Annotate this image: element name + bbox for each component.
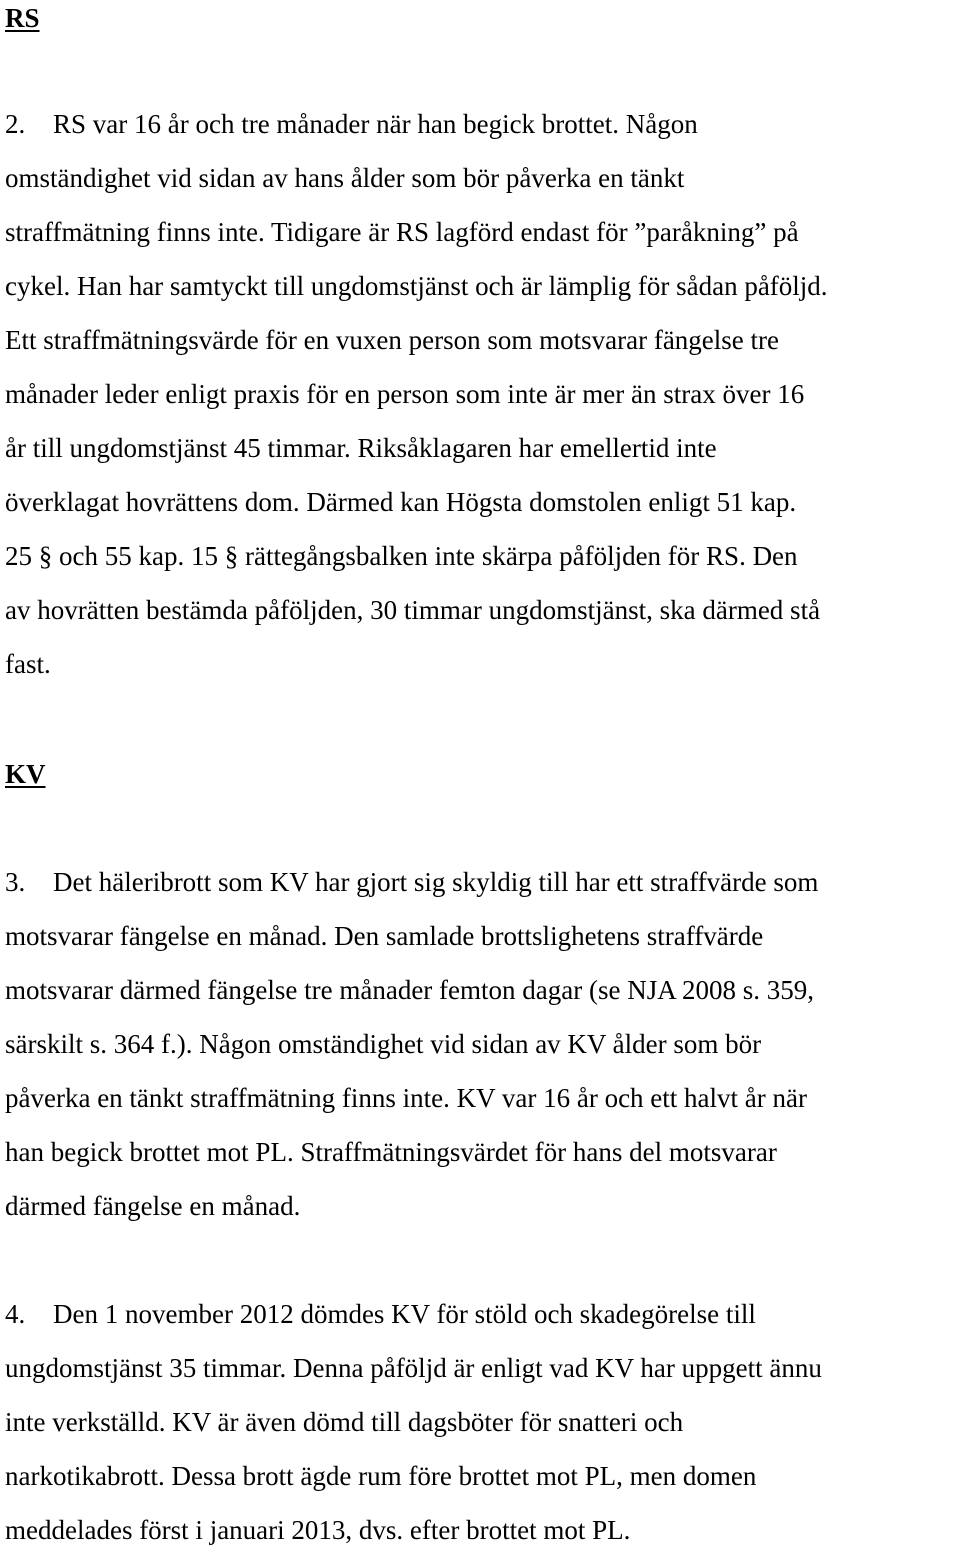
section-heading-kv: KV (5, 759, 46, 789)
paragraph-2-text (5, 97, 950, 691)
paragraph-3-text (5, 855, 950, 1233)
paragraph-line (5, 97, 950, 151)
paragraph-line: meddelades först i januari 2013, dvs. efter brottet mot PL. (5, 1515, 631, 1545)
paragraph-3 (5, 855, 950, 1233)
paragraph-line: fast. (5, 649, 51, 679)
paragraph-number: 3. (5, 867, 26, 897)
paragraph-line: cykel. Han har samtyckt till ungdomstjänst och är lämplig för sådan påföljd. (5, 271, 828, 301)
paragraph-line: 25 § och 55 kap. 15 § rättegångsbalken inte skärpa påföljden för RS. Den (5, 541, 798, 571)
paragraph-line: motsvarar fängelse en månad. Den samlade brottslighetens straffvärde (5, 921, 764, 951)
paragraph-line (5, 1287, 950, 1341)
paragraph-4 (5, 1287, 950, 1557)
paragraph-line (5, 855, 950, 909)
paragraph-line: månader leder enligt praxis för en person som inte är mer än strax över 16 (5, 379, 805, 409)
paragraph-line: narkotikabrott. Dessa brott ägde rum före brottet mot PL, men domen (5, 1461, 757, 1491)
paragraph-line: särskilt s. 364 f.). Någon omständighet vid sidan av KV ålder som bör (5, 1029, 762, 1059)
paragraph-number: 4. (5, 1299, 26, 1329)
paragraph-line-text: Det häleribrott som KV har gjort sig skyldig till har ett straffvärde som (53, 867, 819, 897)
paragraph-line: påverka en tänkt straffmätning finns inte. KV var 16 år och ett halvt år när (5, 1083, 807, 1113)
paragraph-line: han begick brottet mot PL. Straffmätningsvärdet för hans del motsvarar (5, 1137, 777, 1167)
section-kv (5, 756, 46, 792)
paragraph-line: straffmätning finns inte. Tidigare är RS lagförd endast för ”paråkning” på (5, 217, 799, 247)
paragraph-line-text: RS var 16 år och tre månader när han begick brottet. Någon (53, 109, 698, 139)
paragraph-line: inte verkställd. KV är även dömd till dagsböter för snatteri och (5, 1407, 684, 1437)
paragraph-line: därmed fängelse en månad. (5, 1191, 301, 1221)
paragraph-line: överklagat hovrättens dom. Därmed kan Högsta domstolen enligt 51 kap. (5, 487, 797, 517)
paragraph-line: omständighet vid sidan av hans ålder som bör påverka en tänkt (5, 163, 685, 193)
paragraph-2 (5, 97, 950, 691)
paragraph-line: Ett straffmätningsvärde för en vuxen person som motsvarar fängelse tre (5, 325, 780, 355)
paragraph-line: av hovrätten bestämda påföljden, 30 timmar ungdomstjänst, ska därmed stå (5, 595, 821, 625)
paragraph-line: ungdomstjänst 35 timmar. Denna påföljd är enligt vad KV har uppgett ännu (5, 1353, 822, 1383)
section-rs (5, 0, 40, 36)
paragraph-line: år till ungdomstjänst 45 timmar. Riksåklagaren har emellertid inte (5, 433, 717, 463)
paragraph-line: motsvarar därmed fängelse tre månader femton dagar (se NJA 2008 s. 359, (5, 975, 814, 1005)
section-heading-rs: RS (5, 3, 40, 33)
paragraph-number: 2. (5, 109, 26, 139)
paragraph-4-text (5, 1287, 950, 1557)
paragraph-line-text: Den 1 november 2012 dömdes KV för stöld och skadegörelse till (53, 1299, 756, 1329)
